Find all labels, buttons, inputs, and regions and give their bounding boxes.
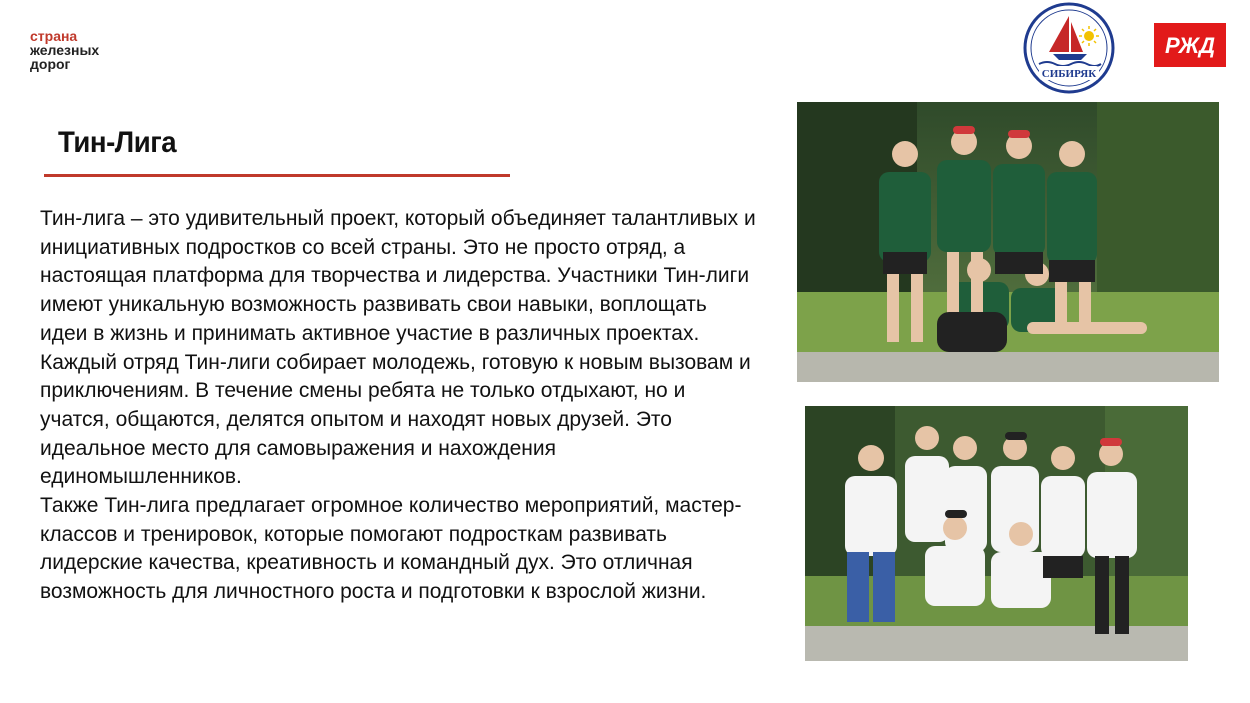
title-underline bbox=[44, 174, 510, 177]
rzd-logo bbox=[1154, 23, 1226, 67]
group-photo-green-shirts bbox=[797, 102, 1219, 382]
brand-line-1: страна bbox=[30, 28, 78, 44]
page-title: Тин-Лига bbox=[58, 126, 177, 159]
paragraph-2: Каждый отряд Тин-лиги собирает молодежь, готовую к новым вызовам и приключениям. В течение смены ребята не только отдыхают, но и учатся, общаются, делятся опытом и находят новых друзей. Это идеальное место для самовыражения и нахождения единомышленников. bbox=[40, 350, 751, 489]
body-text bbox=[40, 205, 760, 607]
brand-line-2: железных bbox=[30, 42, 100, 58]
paragraph-3: Также Тин-лига предлагает огромное количество мероприятий, мастер-классов и тренировок, которые помогают подросткам развивать лидерские качества, креативность и командный дух. Это отличная возможность для личностного роста и подготовки к взрослой жизни. bbox=[40, 494, 742, 604]
sibiryak-logo bbox=[1023, 2, 1115, 94]
sibiryak-logo-text: СИБИРЯК bbox=[1041, 68, 1097, 80]
brand-wordmark bbox=[30, 29, 99, 71]
group-photo-white-shirts bbox=[805, 406, 1188, 661]
rzd-logo-text: РЖД bbox=[1164, 33, 1216, 58]
paragraph-1: Тин-лига – это удивительный проект, который объединяет талантливых и инициативных подростков со всей страны. Это не просто отряд, а настоящая платформа для творчества и лидерства. Участники Тин-лиги имеют уникальную возможность развивать свои навыки, воплощать идеи в жизнь и принимать активное участие в различных проектах. bbox=[40, 207, 756, 345]
brand-line-3: дорог bbox=[30, 56, 71, 72]
